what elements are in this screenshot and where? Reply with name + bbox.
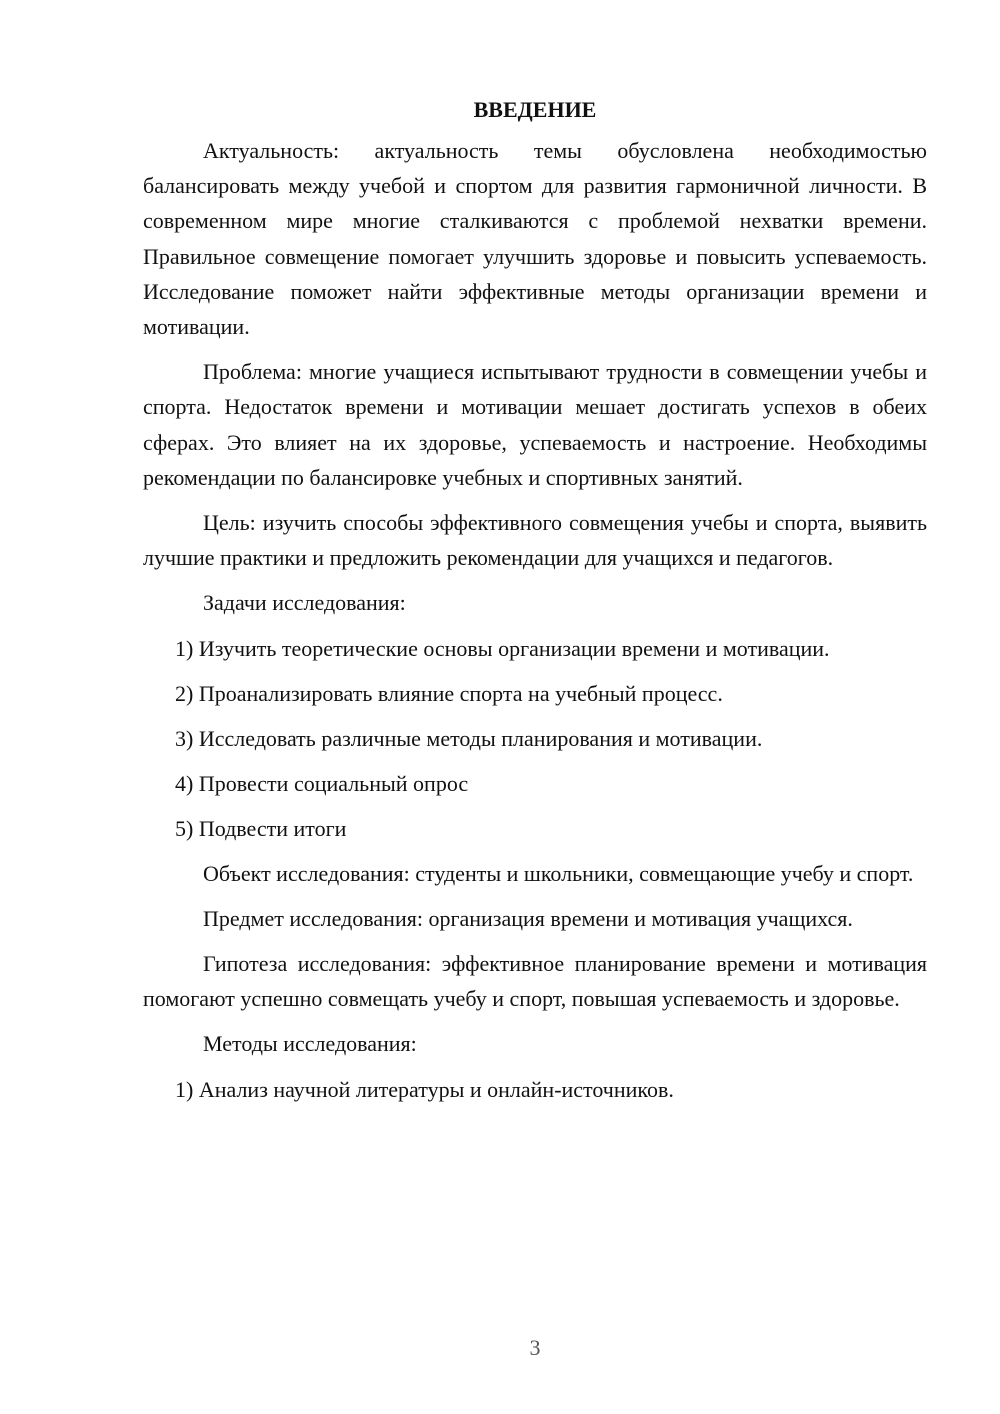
tasks-list [143,631,927,846]
hypothesis-paragraph: Гипотеза исследования: эффективное планирование времени и мотивация помогают успешно совмещать учебу и спорт, повышая успеваемость и здоровье. [143,951,927,1012]
section-heading: ВВЕДЕНИЕ [473,97,597,122]
task-item: 3) Исследовать различные методы планирования и мотивации. [175,725,763,751]
task-item: 2) Проанализировать влияние спорта на учебный процесс. [175,680,723,706]
page-content [143,92,927,1117]
tasks-title: Задачи исследования: [203,590,406,616]
page-number: 3 [529,1335,541,1360]
object-paragraph: Объект исследования: студенты и школьники, совмещающие учебу и спорт. [203,860,914,886]
relevance-paragraph: Актуальность: актуальность темы обусловлена необходимостью балансировать между учебой и спортом для развития гармоничной личности. В современном мире многие сталкиваются с проблемой нехватки времени. Правильное совмещение помогает улучшить здоровье и повысить успеваемость. Исследование поможет найти эффективные методы организации времени и мотивации. [143,138,927,340]
problem-paragraph: Проблема: многие учащиеся испытывают трудности в совмещении учебы и спорта. Недостаток времени и мотивации мешает достигать успехов в обеих сферах. Это влияет на их здоровье, успеваемость и настроение. Необходимы рекомендации по балансировке учебных и спортивных занятий. [143,359,927,490]
goal-paragraph: Цель: изучить способы эффективного совмещения учебы и спорта, выявить лучшие практики и предложить рекомендации для учащихся и педагогов. [143,510,927,571]
methods-title: Методы исследования: [203,1031,417,1057]
task-item: 4) Провести социальный опрос [175,770,469,796]
subject-paragraph: Предмет исследования: организация времени и мотивация учащихся. [203,905,853,931]
task-item: 1) Изучить теоретические основы организации времени и мотивации. [175,635,830,661]
methods-list [143,1072,927,1107]
method-item: 1) Анализ научной литературы и онлайн-источников. [175,1076,674,1102]
task-item: 5) Подвести итоги [175,815,347,841]
